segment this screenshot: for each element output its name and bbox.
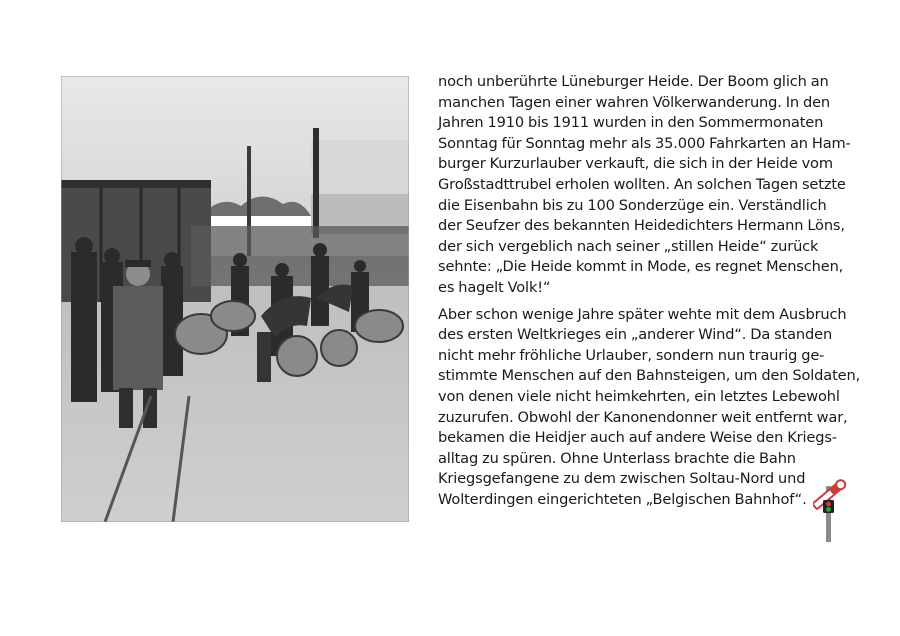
article-text xyxy=(438,72,861,510)
text-line: Kriegsgefangene zu dem zwischen Soltau-Nord und xyxy=(438,470,806,488)
text-line: Sonntag für Sonntag mehr als 35.000 Fahrkarten an Ham- xyxy=(438,134,851,152)
text-line: alltag zu spüren. Ohne Unterlass brachte die Bahn xyxy=(438,449,796,467)
text-line: manchen Tagen einer wahren Völkerwanderung. In den xyxy=(438,93,831,111)
text-line: es hagelt Volk!“ xyxy=(438,278,551,296)
text-line: die Eisenbahn bis zu 100 Sonderzüge ein. Verständlich xyxy=(438,196,827,214)
text-line: Großstadttrubel erholen wollten. An solchen Tagen setzte xyxy=(438,175,846,193)
text-line: von denen viele nicht heimkehrten, ein letztes Lebewohl xyxy=(438,387,840,405)
text-line: nicht mehr fröhliche Urlauber, sondern nun traurig ge- xyxy=(438,346,825,364)
text-line: des ersten Weltkrieges ein „anderer Wind“. Da standen xyxy=(438,326,833,344)
text-line: stimmte Menschen auf den Bahnsteigen, um den Soldaten, xyxy=(438,367,861,385)
text-line: sehnte: „Die Heide kommt in Mode, es regnet Menschen, xyxy=(438,258,844,276)
text-line: zuzurufen. Obwohl der Kanonendonner weit entfernt war, xyxy=(438,408,848,426)
railway-semaphore-icon xyxy=(813,466,847,542)
text-line: der Seufzer des bekannten Heidedichters Hermann Löns, xyxy=(438,217,845,235)
text-line: noch unberührte Lüneburger Heide. Der Boom glich an xyxy=(438,73,829,90)
historic-photo xyxy=(61,76,409,522)
text-line: Wolterdingen eingerichteten „Belgischen Bahnhof“. xyxy=(438,490,807,508)
text-line: Aber schon wenige Jahre später wehte mit dem Ausbruch xyxy=(438,305,847,323)
text-line: Jahren 1910 bis 1911 wurden in den Sommermonaten xyxy=(438,114,824,132)
paragraph-2 xyxy=(438,305,861,511)
paragraph-1 xyxy=(438,72,858,299)
text-line: der sich vergeblich nach seiner „stillen Heide“ zurück xyxy=(438,237,819,255)
text-line: burger Kurzurlauber verkauft, die sich in der Heide vom xyxy=(438,155,833,173)
text-line: bekamen die Heidjer auch auf andere Weise den Kriegs- xyxy=(438,429,837,447)
